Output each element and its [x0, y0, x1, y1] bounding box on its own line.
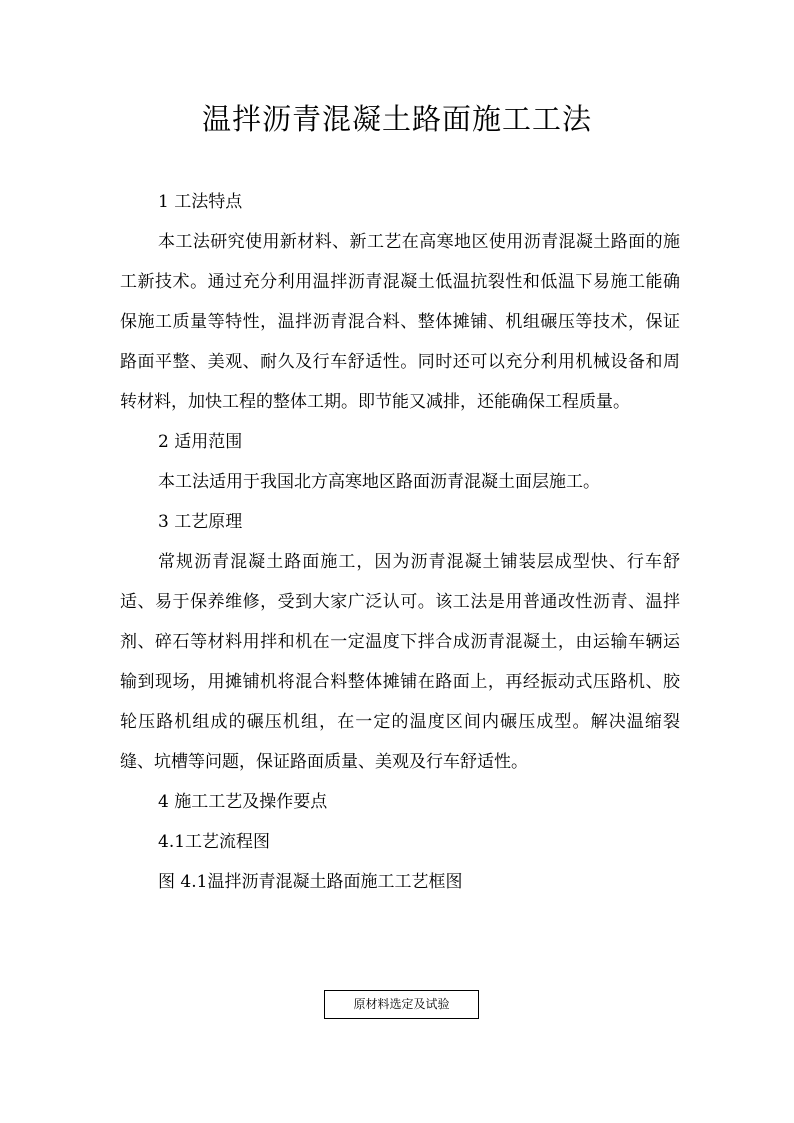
figure-caption: 图 4.1温拌沥青混凝土路面施工工艺框图	[158, 872, 463, 892]
section-heading-3: 3 工艺原理	[158, 512, 243, 532]
section-paragraph-1: 本工法研究使用新材料、新工艺在高寒地区使用沥青混凝土路面的施工新技术。通过充分利用温拌沥青混凝土低温抗裂性和低温下易施工能确保施工质量等特性，温拌沥青混合料、整体摊铺、机组碾压等技术，保证路面平整、美观、耐久及行车舒适性。同时还可以充分利用机械设备和周转材料，加快工程的整体工期。即节能又减排，还能确保工程质量。	[120, 232, 680, 412]
section-heading-1: 1 工法特点	[158, 192, 243, 212]
section-heading-4: 4 施工工艺及操作要点	[158, 792, 328, 812]
section-paragraph-2: 本工法适用于我国北方高寒地区路面沥青混凝土面层施工。	[158, 472, 600, 492]
section-heading-2: 2 适用范围	[158, 432, 243, 452]
section-paragraph-3: 常规沥青混凝土路面施工，因为沥青混凝土铺装层成型快、行车舒适、易于保养维修，受到大家广泛认可。该工法是用普通改性沥青、温拌剂、碎石等材料用拌和机在一定温度下拌合成沥青混凝土，由运输车辆运输到现场，用摊铺机将混合料整体摊铺在路面上，再经振动式压路机、胶轮压路机组成的碾压机组，在一定的温度区间内碾压成型。解决温缩裂缝、坑槽等问题，保证路面质量、美观及行车舒适性。	[120, 552, 680, 772]
flowchart-step-box: 原材料选定及试验	[324, 990, 479, 1019]
document-title: 温拌沥青混凝土路面施工工法	[201, 102, 592, 136]
document-body	[120, 182, 680, 902]
subsection-heading-4-1: 4.1工艺流程图	[158, 832, 271, 852]
